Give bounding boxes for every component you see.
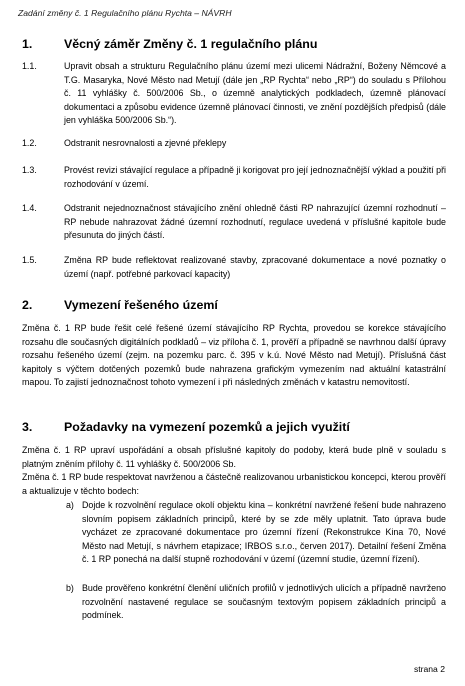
section-title: Věcný záměr Změny č. 1 regulačního plánu <box>64 37 318 51</box>
item-number: 1.2. <box>22 138 37 148</box>
item-letter: b) <box>66 583 74 593</box>
document-header: Zadání změny č. 1 Regulačního plánu Rychta – NÁVRH <box>18 8 232 18</box>
section-3-paragraph: Změna č. 1 RP bude respektovat navrženou a částečně realizovanou urbanistickou koncepci, kterou prověří a aktualizuje v těchto bodech: <box>22 472 446 496</box>
section-2-heading <box>22 298 218 312</box>
section-number: 2. <box>22 298 33 312</box>
item-letter: a) <box>66 500 74 510</box>
section-title: Vymezení řešeného území <box>64 298 218 312</box>
item-text: Změna RP bude reflektovat realizované stavby, zpracované dokumentace a nové poznatky o území (např. potřebné parkovací kapacity) <box>64 255 446 279</box>
item-text: Odstranit nejednoznačnost stávajícího znění ohledně části RP nahrazující územní rozhodnutí – RP nebude nahrazovat žádné územní rozhodnutí, regulace uvedená v příslušné kapitole bude přesunuta do jiných částí. <box>64 203 446 241</box>
list-item <box>22 254 446 281</box>
item-number: 1.1. <box>22 61 37 71</box>
item-text: Dojde k rozvolnění regulace okolí objektu kina – konkrétní navržené řešení bude nahrazeno slovním popisem základních principů, které by se zde měly uplatnit. Tato úprava bude vycházet ze zpracované dokumentace pro územní řízení (Rekonstrukce Kina 70, Nové Město nad Metují, s návrhem etapizace; IRBOS s.r.o., červen 2017). Detailní řešení Změna č. 1 RP ponechá na další stupně rozhodování v území (územní studie, územní řízení). <box>82 500 446 565</box>
sub-list-item <box>66 499 446 567</box>
section-2-paragraph: Změna č. 1 RP bude řešit celé řešené území stávajícího RP Rychta, provedou se korekce stávajícího rozsahu dle současných digitálních podkladů – viz příloha č. 1, prověří a případně se navrhnou další úpravy rozsahu řešeného území (zejm. na pozemku parc. č. 395 v k.ú. Nové Město nad Metují). Příslušná část kapitoly s výčtem dotčených pozemků bude nahrazena grafickým vymezením nad aktuální katastrální mapou. To zajistí jednoznačnost tohoto vymezení i při následných změnách v katastru nemovitostí. <box>22 323 446 388</box>
item-text: Provést revizi stávající regulace a případně ji korigovat pro její jednoznačnější výklad a použití při rozhodování v území. <box>64 165 446 189</box>
item-text: Bude prověřeno konkrétní členění uličních profilů v jednotlivých ulicích a případně navrženo rozvolnění nastavené regulace se současným textovým popisem základních principů a podmínek. <box>82 583 446 621</box>
section-title: Požadavky na vymezení pozemků a jejich využití <box>64 420 350 434</box>
section-3-heading <box>22 420 350 434</box>
item-text: Upravit obsah a strukturu Regulačního plánu území mezi ulicemi Nádražní, Boženy Němcové a T.G. Masaryka, Nové Město nad Metují (dále jen „RP Rychta“ nebo „RP“) do souladu s Přílohou č. 11 vyhlášky č. 500/2006 Sb., o územně analytických podkladech, územně plánovací dokumentaci a způsobu evidence územně plánovací činnosti, ve znění pozdějších předpisů (dále jen vyhláška 500/2006 Sb.“). <box>64 61 446 126</box>
item-number: 1.3. <box>22 165 37 175</box>
list-item <box>22 60 446 128</box>
section-number: 3. <box>22 420 33 434</box>
section-1-heading <box>22 37 317 51</box>
list-item <box>22 137 446 151</box>
list-item <box>22 164 446 191</box>
sub-list-item <box>66 582 446 623</box>
item-number: 1.4. <box>22 203 37 213</box>
item-text: Odstranit nesrovnalosti a zjevné překlepy <box>64 138 227 148</box>
section-number: 1. <box>22 37 33 51</box>
item-number: 1.5. <box>22 255 37 265</box>
list-item <box>22 202 446 243</box>
page-number: strana 2 <box>413 664 445 674</box>
section-3-paragraph: Změna č. 1 RP upraví uspořádání a obsah příslušné kapitoly do podoby, která bude plně v souladu s platným zněním přílohy č. 11 vyhlášky č. 500/2006 Sb. <box>22 445 446 469</box>
